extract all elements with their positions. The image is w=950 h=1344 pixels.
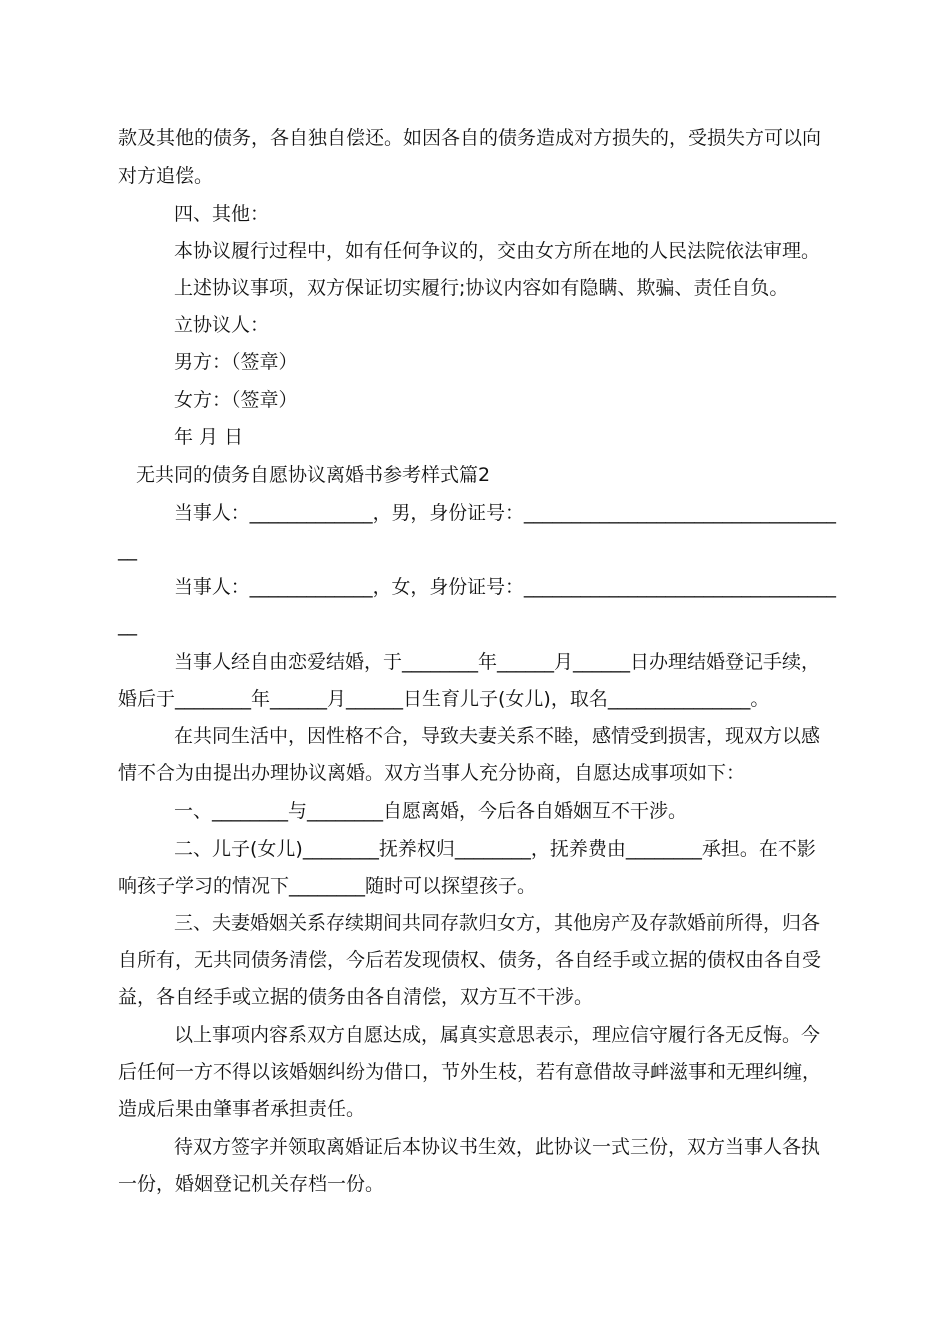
paragraph-line: 款及其他的债务，各自独自偿还。如因各自的债务造成对方损失的，受损失方可以向 [118,127,822,149]
clause-line: 二、儿子(女儿)________抚养权归________，抚养费由________承担。在不影 [174,838,816,860]
section-title: 无共同的债务自愿协议离婚书参考样式篇2 [136,464,491,486]
paragraph-line: 情不合为由提出办理协议离婚。双方当事人充分协商，自愿达成事项如下： [118,762,746,784]
party-line: 当事人：_____________，女，身份证号：_________________________________ [174,576,837,598]
clause-line: 响孩子学习的情况下________随时可以探望孩子。 [118,875,537,897]
paragraph-line: 待双方签字并领取离婚证后本协议书生效，此协议一式三份，双方当事人各执 [174,1136,821,1158]
paragraph-line: 本协议履行过程中，如有任何争议的，交由女方所在地的人民法院依法审理。 [174,240,821,262]
male-signature-line: 男方：（签章） [174,351,298,373]
paragraph-line: 对方追偿。 [118,165,214,187]
party-line: 当事人：_____________，男，身份证号：_________________________________ [174,502,837,524]
party-line-continuation: __ [118,539,137,561]
paragraph-line: 上述协议事项，双方保证切实履行;协议内容如有隐瞒、欺骗、责任自负。 [174,277,789,299]
paragraph-line: 在共同生活中，因性格不合，导致夫妻关系不睦，感情受到损害，现双方以感 [174,725,821,747]
paragraph-line: 后任何一方不得以该婚姻纠纷为借口，节外生枝，若有意借故寻衅滋事和无理纠缠， [118,1061,822,1083]
party-line-continuation: __ [118,614,137,636]
female-signature-line: 女方：（签章） [174,389,298,411]
date-line: 年 月 日 [174,426,244,448]
paragraph-line: 当事人经自由恋爱结婚，于________年______月______日办理结婚登记手续， [174,651,821,673]
paragraph-line: 造成后果由肇事者承担责任。 [118,1098,366,1120]
paragraph-line: 婚后于________年______月______日生育儿子(女儿)，取名_______________。 [118,688,770,710]
clause-line: 一、________与________自愿离婚，今后各自婚姻互不干涉。 [174,800,688,822]
signatory-label: 立协议人： [174,314,270,336]
clause-line: 三、夫妻婚姻关系存续期间共同存款归女方，其他房产及存款婚前所得，归各 [174,912,821,934]
clause-line: 益，各自经手或立据的债务由各自清偿，双方互不干涉。 [118,986,594,1008]
paragraph-line: 以上事项内容系双方自愿达成，属真实意思表示，理应信守履行各无反悔。今 [174,1024,821,1046]
paragraph-line: 一份，婚姻登记机关存档一份。 [118,1173,385,1195]
clause-line: 自所有，无共同债务清偿，今后若发现债权、债务，各自经手或立据的债权由各自受 [118,949,822,971]
section-heading: 四、其他： [174,203,270,225]
